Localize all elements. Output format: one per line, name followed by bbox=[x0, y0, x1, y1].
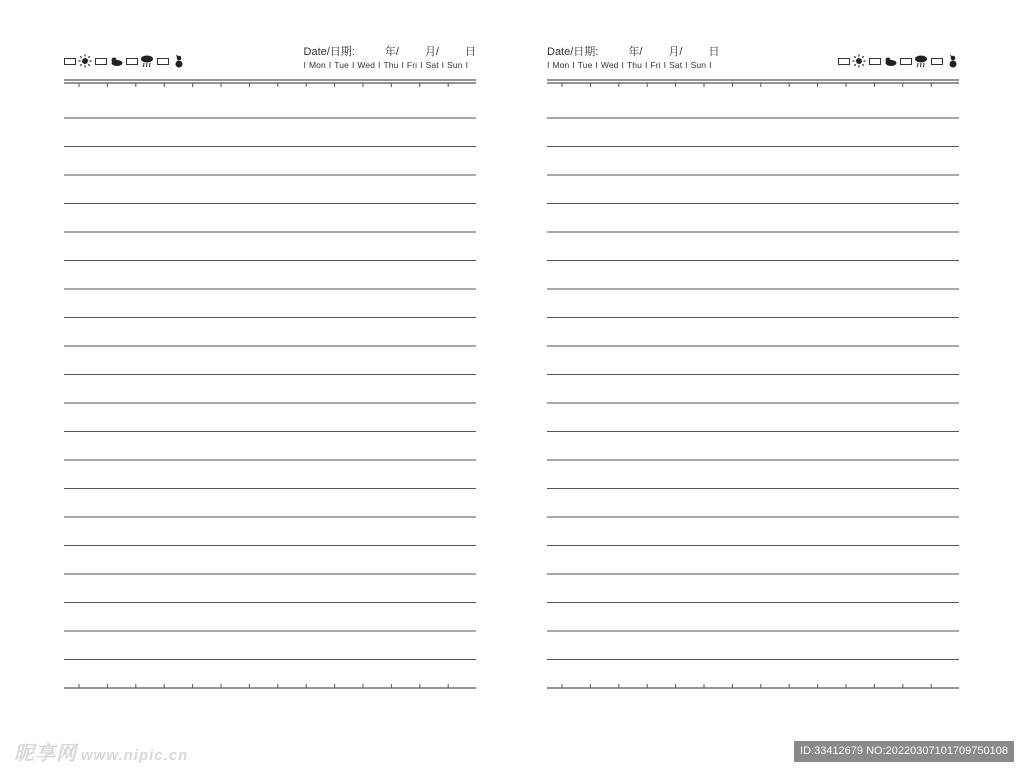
day-label: 日 bbox=[465, 46, 476, 58]
cloudy-icon bbox=[109, 54, 123, 68]
weather-selector-right bbox=[838, 54, 959, 68]
weekday-row: I Mon I Tue I Wed I Thu I Fri I Sat I Sun I bbox=[303, 60, 469, 70]
rainy-checkbox[interactable] bbox=[126, 58, 138, 65]
month-label: 月/ bbox=[668, 46, 683, 58]
sun-icon bbox=[852, 54, 866, 68]
ruled-lines-left bbox=[64, 0, 476, 700]
rain-icon bbox=[914, 54, 928, 68]
date-header-left bbox=[304, 43, 476, 70]
year-label: 年/ bbox=[384, 46, 399, 58]
year-label: 年/ bbox=[628, 46, 643, 58]
sun-icon bbox=[78, 54, 92, 68]
weekday-sat[interactable]: Sat bbox=[669, 60, 683, 70]
site-name: 昵享网 bbox=[14, 743, 77, 765]
month-label: 月/ bbox=[424, 46, 439, 58]
day-label: 日 bbox=[708, 46, 720, 58]
cloudy-icon bbox=[883, 54, 897, 68]
weather-selector-left bbox=[64, 54, 185, 68]
notebook-page-right bbox=[547, 0, 959, 700]
snowman-icon bbox=[945, 54, 959, 68]
weekday-sat[interactable]: Sat bbox=[425, 60, 439, 70]
sunny-checkbox[interactable] bbox=[64, 58, 76, 65]
weekday-sun[interactable]: Sun bbox=[447, 60, 463, 70]
rain-icon bbox=[140, 54, 154, 68]
weekday-thu[interactable]: Thu bbox=[626, 60, 642, 70]
weekday-wed[interactable]: Wed bbox=[357, 60, 376, 70]
weekday-wed[interactable]: Wed bbox=[600, 60, 619, 70]
weekday-tue[interactable]: Tue bbox=[334, 60, 349, 70]
date-header-right bbox=[547, 43, 719, 70]
weekday-mon[interactable]: Mon bbox=[308, 60, 326, 70]
rainy-checkbox[interactable] bbox=[900, 58, 912, 65]
notebook-page-left bbox=[64, 0, 476, 700]
ruled-lines-svg bbox=[547, 0, 959, 700]
date-label: Date/日期: bbox=[303, 46, 355, 58]
snowy-checkbox[interactable] bbox=[931, 58, 943, 65]
weekday-sun[interactable]: Sun bbox=[690, 60, 707, 70]
date-label: Date/日期: bbox=[547, 46, 599, 58]
site-url: www.nipic.cn bbox=[81, 747, 189, 764]
sunny-checkbox[interactable] bbox=[838, 58, 850, 65]
snowy-checkbox[interactable] bbox=[157, 58, 169, 65]
ruled-lines-right bbox=[547, 0, 959, 700]
weekday-thu[interactable]: Thu bbox=[383, 60, 399, 70]
cloudy-checkbox[interactable] bbox=[869, 58, 881, 65]
weekday-mon[interactable]: Mon bbox=[552, 60, 570, 70]
weekday-fri[interactable]: Fri bbox=[650, 60, 661, 70]
weekday-tue[interactable]: Tue bbox=[577, 60, 593, 70]
snowman-icon bbox=[171, 54, 185, 68]
weekday-row: I Mon I Tue I Wed I Thu I Fri I Sat I Sun I bbox=[547, 60, 712, 70]
image-id-badge: ID:33412679 NO:20220307101709750108 bbox=[794, 741, 1014, 762]
cloudy-checkbox[interactable] bbox=[95, 58, 107, 65]
site-watermark bbox=[14, 737, 188, 766]
weekday-fri[interactable]: Fri bbox=[406, 60, 418, 70]
ruled-lines-svg bbox=[64, 0, 476, 700]
